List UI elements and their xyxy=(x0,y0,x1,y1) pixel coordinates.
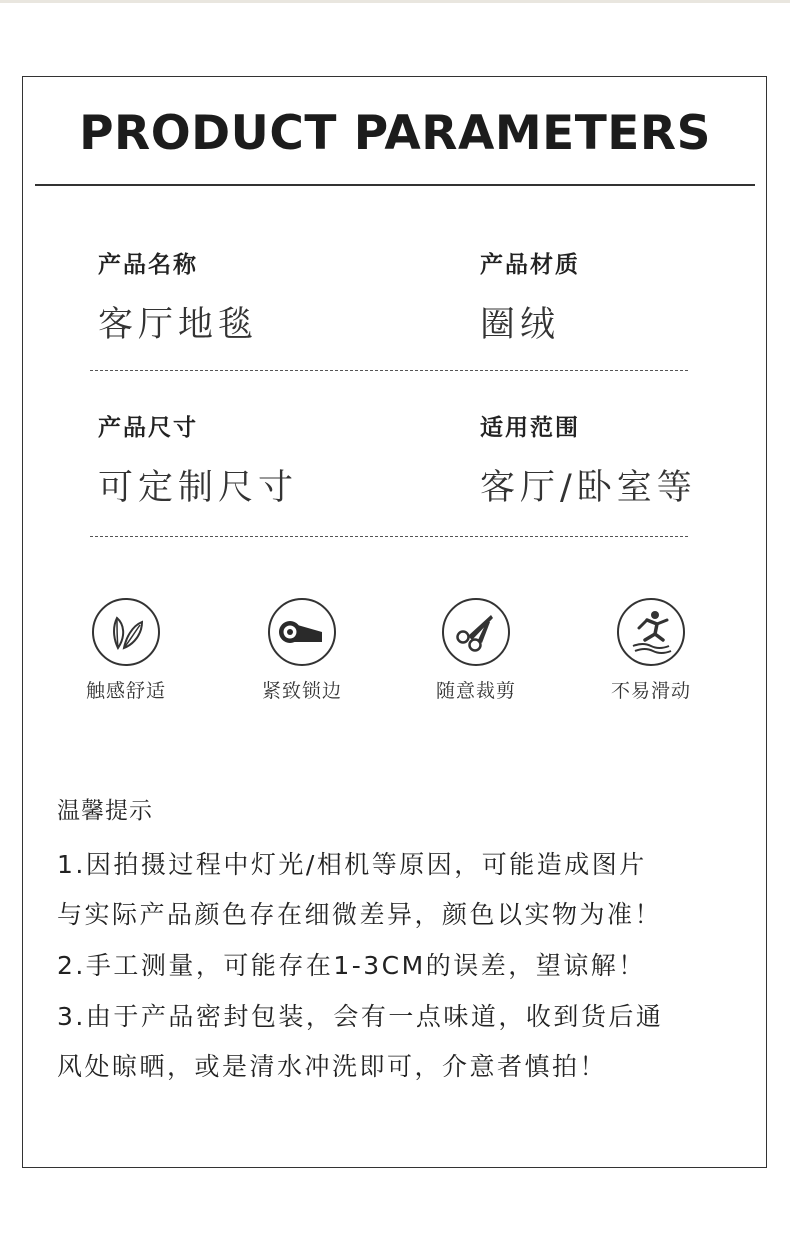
feature-anti-slip xyxy=(571,598,731,703)
notice-line: 2.手工测量，可能存在1-3CM的误差，望谅解！ xyxy=(57,951,646,980)
param-label: 产品材质 xyxy=(480,252,580,278)
notice-line: 风处晾晒，或是清水冲洗即可，介意者慎拍！ xyxy=(57,1052,608,1081)
param-label: 产品尺寸 xyxy=(98,415,198,441)
param-value: 客厅地毯 xyxy=(98,305,259,345)
feature-cut-freely xyxy=(396,598,556,703)
param-product-material xyxy=(480,246,580,347)
leaf-icon xyxy=(92,598,160,666)
rolled-rug-icon xyxy=(268,598,336,666)
feature-label: 紧致锁边 xyxy=(261,680,342,702)
param-label: 适用范围 xyxy=(480,415,580,441)
notice-line: 3.由于产品密封包装，会有一点味道，收到货后通 xyxy=(57,1002,664,1031)
anti-slip-icon xyxy=(617,598,685,666)
feature-label: 触感舒适 xyxy=(85,680,166,702)
notice-line: 与实际产品颜色存在细微差异，颜色以实物为准！ xyxy=(57,900,663,929)
param-value: 客厅/卧室等 xyxy=(480,468,697,508)
notice-title: 温馨提示 xyxy=(57,798,153,824)
notice-line: 1.因拍摄过程中灯光/相机等原因，可能造成图片 xyxy=(57,850,647,879)
param-label: 产品名称 xyxy=(98,252,198,278)
param-value: 圈绒 xyxy=(480,305,561,345)
param-product-name xyxy=(98,246,258,347)
scissors-icon xyxy=(442,598,510,666)
top-divider xyxy=(0,0,790,3)
param-usage-scope xyxy=(480,409,697,510)
param-product-size xyxy=(98,409,298,510)
page-title: PRODUCT PARAMETERS xyxy=(79,106,711,161)
feature-locked-edge xyxy=(222,598,382,703)
feature-comfort xyxy=(46,598,206,703)
param-value: 可定制尺寸 xyxy=(98,468,299,508)
feature-label: 随意裁剪 xyxy=(435,680,516,702)
dashed-divider xyxy=(90,370,688,371)
feature-label: 不易滑动 xyxy=(610,680,691,702)
dashed-divider xyxy=(90,536,688,537)
title-divider xyxy=(35,184,755,186)
